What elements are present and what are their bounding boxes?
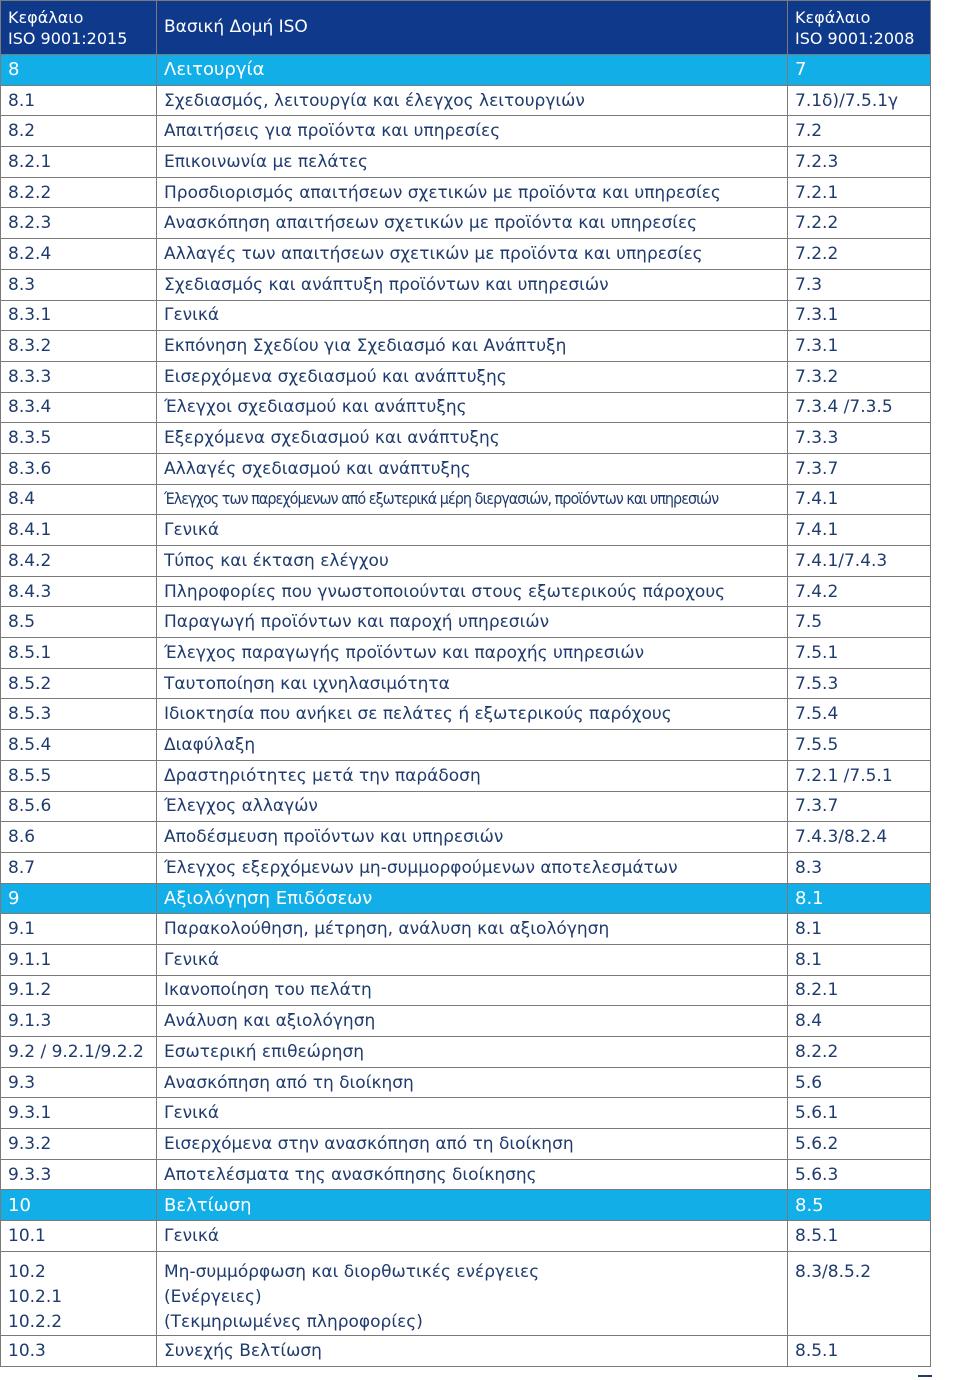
page-corner-mark — [918, 1375, 932, 1380]
section-row — [1, 883, 931, 914]
cell-chapter-2008: 8.1 — [788, 883, 931, 914]
cell-chapter-2008: 7.3.1 — [788, 300, 931, 331]
cell-basic-structure: Βελτίωση — [157, 1190, 788, 1221]
table-row — [1, 699, 931, 730]
table-row — [1, 85, 931, 116]
table-row — [1, 239, 931, 270]
cell-basic-structure: Αλλαγές σχεδιασμού και ανάπτυξης — [157, 453, 788, 484]
table-header-row — [1, 1, 931, 55]
table-row — [1, 546, 931, 577]
table-row — [1, 116, 931, 147]
cell-chapter-2008: 7.2 — [788, 116, 931, 147]
cell-chapter-2015: 8.3.5 — [1, 423, 157, 454]
table-row — [1, 269, 931, 300]
cell-chapter-2008: 7.4.1 — [788, 515, 931, 546]
table-row — [1, 423, 931, 454]
table-row — [1, 944, 931, 975]
cell-basic-structure: Αλλαγές των απαιτήσεων σχετικών με προϊόντα και υπηρεσίες — [157, 239, 788, 270]
section-row — [1, 55, 931, 86]
cell-chapter-2015: 9.2 / 9.2.1/9.2.2 — [1, 1037, 157, 1068]
cell-basic-structure: Εκπόνηση Σχεδίου για Σχεδιασμό και Ανάπτυξη — [157, 331, 788, 362]
cell-chapter-2015-line: 10.2.2 — [8, 1311, 63, 1332]
cell-basic-structure: Ταυτοποίηση και ιχνηλασιμότητα — [157, 668, 788, 699]
table-row — [1, 1251, 931, 1335]
cell-chapter-2008: 7.2.1 — [788, 177, 931, 208]
table-row — [1, 515, 931, 546]
cell-chapter-2008: 5.6.2 — [788, 1129, 931, 1160]
cell-chapter-2015: 8.5.4 — [1, 730, 157, 761]
cell-basic-structure-line: Μη-συμμόρφωση και διορθωτικές ενέργειες — [164, 1261, 540, 1282]
cell-chapter-2008: 7.2.2 — [788, 239, 931, 270]
table-row — [1, 392, 931, 423]
header-chapter-2008-line1: Κεφάλαιο — [795, 7, 871, 27]
table-row — [1, 484, 931, 515]
cell-chapter-2015: 8.4.3 — [1, 576, 157, 607]
cell-chapter-2008: 7.4.2 — [788, 576, 931, 607]
table-row — [1, 668, 931, 699]
cell-chapter-2008: 7.1δ)/7.5.1γ — [788, 85, 931, 116]
table-row — [1, 1037, 931, 1068]
cell-chapter-2015: 10 — [1, 1190, 157, 1221]
cell-chapter-2008: 8.1 — [788, 944, 931, 975]
cell-chapter-2008: 5.6 — [788, 1067, 931, 1098]
cell-chapter-2015: 8.2.2 — [1, 177, 157, 208]
table-row — [1, 638, 931, 669]
header-chapter-2008-line2: ISO 9001:2008 — [795, 28, 915, 48]
cell-chapter-2015: 8.3.1 — [1, 300, 157, 331]
table-row — [1, 300, 931, 331]
cell-basic-structure: Συνεχής Βελτίωση — [157, 1335, 788, 1366]
cell-chapter-2015: 8.2.1 — [1, 147, 157, 178]
table-row — [1, 1006, 931, 1037]
cell-basic-structure: Προσδιορισμός απαιτήσεων σχετικών με προϊόντα και υπηρεσίες — [157, 177, 788, 208]
cell-chapter-2015: 9.3.2 — [1, 1129, 157, 1160]
cell-chapter-2015: 8.3.2 — [1, 331, 157, 362]
cell-chapter-2015: 8.4 — [1, 484, 157, 515]
table-body — [1, 55, 931, 1367]
cell-chapter-2008: 7.4.1 — [788, 484, 931, 515]
cell-basic-structure: Εξερχόμενα σχεδιασμού και ανάπτυξης — [157, 423, 788, 454]
section-row — [1, 1190, 931, 1221]
cell-chapter-2015: 9.1.2 — [1, 975, 157, 1006]
cell-basic-structure: Διαφύλαξη — [157, 730, 788, 761]
cell-chapter-2008: 7.3.4 /7.3.5 — [788, 392, 931, 423]
table-row — [1, 822, 931, 853]
cell-chapter-2008: 5.6.3 — [788, 1159, 931, 1190]
table-row — [1, 177, 931, 208]
cell-basic-structure: Εισερχόμενα στην ανασκόπηση από τη διοίκηση — [157, 1129, 788, 1160]
cell-chapter-2015: 8.6 — [1, 822, 157, 853]
table-row — [1, 1098, 931, 1129]
cell-basic-structure: Σχεδιασμός και ανάπτυξη προϊόντων και υπηρεσιών — [157, 269, 788, 300]
table-row — [1, 607, 931, 638]
cell-chapter-2015: 8.5.2 — [1, 668, 157, 699]
cell-basic-structure: Ιδιοκτησία που ανήκει σε πελάτες ή εξωτερικούς παρόχους — [157, 699, 788, 730]
table-row — [1, 576, 931, 607]
cell-chapter-2008: 7.3.2 — [788, 361, 931, 392]
cell-chapter-2015: 10.1 — [1, 1221, 157, 1252]
table-row — [1, 361, 931, 392]
cell-basic-structure — [157, 484, 788, 515]
cell-chapter-2008: 7.5.5 — [788, 730, 931, 761]
table-row — [1, 760, 931, 791]
header-chapter-2015-line1: Κεφάλαιο — [8, 7, 84, 27]
cell-chapter-2015: 9.1.1 — [1, 944, 157, 975]
cell-chapter-2008: 8.5 — [788, 1190, 931, 1221]
cell-chapter-2015: 9.3.3 — [1, 1159, 157, 1190]
cell-basic-structure: Γενικά — [157, 300, 788, 331]
table-row — [1, 1067, 931, 1098]
cell-chapter-2015: 8 — [1, 55, 157, 86]
cell-chapter-2008: 8.2.2 — [788, 1037, 931, 1068]
cell-basic-structure: Σχεδιασμός, λειτουργία και έλεγχος λειτουργιών — [157, 85, 788, 116]
cell-chapter-2015: 8.2.4 — [1, 239, 157, 270]
cell-chapter-2008: 7 — [788, 55, 931, 86]
cell-basic-structure-line: (Τεκμηριωμένες πληροφορίες) — [164, 1311, 423, 1332]
cell-basic-structure: Γενικά — [157, 1098, 788, 1129]
cell-chapter-2015: 8.7 — [1, 852, 157, 883]
cell-basic-structure-text: Έλεγχος των παρεχόμενων από εξωτερικά μέρη διεργασιών, προϊόντων και υπηρεσιών — [164, 489, 719, 509]
cell-basic-structure: Εσωτερική επιθεώρηση — [157, 1037, 788, 1068]
cell-basic-structure: Πληροφορίες που γνωστοποιούνται στους εξωτερικούς πάροχους — [157, 576, 788, 607]
cell-basic-structure: Γενικά — [157, 1221, 788, 1252]
cell-chapter-2015: 8.5.3 — [1, 699, 157, 730]
cell-chapter-2008: 7.3 — [788, 269, 931, 300]
header-chapter-2015-line2: ISO 9001:2015 — [8, 28, 128, 48]
table-row — [1, 1335, 931, 1366]
cell-basic-structure: Γενικά — [157, 515, 788, 546]
cell-chapter-2008: 8.3 — [788, 852, 931, 883]
cell-basic-structure: Παραγωγή προϊόντων και παροχή υπηρεσιών — [157, 607, 788, 638]
cell-chapter-2008: 8.3/8.5.2 — [788, 1251, 931, 1335]
cell-chapter-2015: 8.5.6 — [1, 791, 157, 822]
cell-chapter-2008: 8.2.1 — [788, 975, 931, 1006]
cell-chapter-2015: 9.3.1 — [1, 1098, 157, 1129]
cell-chapter-2015: 8.3 — [1, 269, 157, 300]
cell-chapter-2008: 7.3.7 — [788, 791, 931, 822]
cell-chapter-2008: 7.3.1 — [788, 331, 931, 362]
cell-chapter-2015: 8.2 — [1, 116, 157, 147]
cell-basic-structure-line: (Ενέργειες) — [164, 1286, 262, 1307]
cell-basic-structure: Ικανοποίηση του πελάτη — [157, 975, 788, 1006]
cell-basic-structure: Τύπος και έκταση ελέγχου — [157, 546, 788, 577]
cell-chapter-2015: 8.3.4 — [1, 392, 157, 423]
cell-chapter-2015: 10.3 — [1, 1335, 157, 1366]
cell-basic-structure: Εισερχόμενα σχεδιασμού και ανάπτυξης — [157, 361, 788, 392]
table-row — [1, 453, 931, 484]
cell-chapter-2008: 7.5 — [788, 607, 931, 638]
cell-basic-structure: Επικοινωνία με πελάτες — [157, 147, 788, 178]
cell-chapter-2008: 8.5.1 — [788, 1221, 931, 1252]
cell-chapter-2015: 9.1.3 — [1, 1006, 157, 1037]
cell-basic-structure: Έλεγχοι σχεδιασμού και ανάπτυξης — [157, 392, 788, 423]
cell-chapter-2015-line: 10.2 — [8, 1261, 46, 1282]
cell-basic-structure: Λειτουργία — [157, 55, 788, 86]
cell-basic-structure: Γενικά — [157, 944, 788, 975]
cell-basic-structure: Παρακολούθηση, μέτρηση, ανάλυση και αξιολόγηση — [157, 914, 788, 945]
cell-chapter-2015: 8.5.1 — [1, 638, 157, 669]
table-row — [1, 730, 931, 761]
table-row — [1, 208, 931, 239]
cell-basic-structure: Αποδέσμευση προϊόντων και υπηρεσιών — [157, 822, 788, 853]
table-row — [1, 1129, 931, 1160]
cell-chapter-2008: 8.1 — [788, 914, 931, 945]
cell-chapter-2008: 7.5.1 — [788, 638, 931, 669]
cell-chapter-2015: 8.2.3 — [1, 208, 157, 239]
cell-basic-structure: Ανασκόπηση απαιτήσεων σχετικών με προϊόντα και υπηρεσίες — [157, 208, 788, 239]
cell-basic-structure: Δραστηριότητες μετά την παράδοση — [157, 760, 788, 791]
cell-basic-structure: Αποτελέσματα της ανασκόπησης διοίκησης — [157, 1159, 788, 1190]
cell-chapter-2015: 8.5.5 — [1, 760, 157, 791]
cell-chapter-2015: 8.3.3 — [1, 361, 157, 392]
table-row — [1, 852, 931, 883]
cell-chapter-2008: 7.3.3 — [788, 423, 931, 454]
cell-basic-structure: Αξιολόγηση Επιδόσεων — [157, 883, 788, 914]
cell-chapter-2008: 7.5.3 — [788, 668, 931, 699]
table-row — [1, 1221, 931, 1252]
cell-chapter-2008: 7.4.3/8.2.4 — [788, 822, 931, 853]
cell-basic-structure: Ανασκόπηση από τη διοίκηση — [157, 1067, 788, 1098]
cell-chapter-2008: 8.4 — [788, 1006, 931, 1037]
cell-chapter-2008: 8.5.1 — [788, 1335, 931, 1366]
header-chapter-2008 — [788, 1, 931, 55]
table-row — [1, 147, 931, 178]
cell-chapter-2008: 7.3.7 — [788, 453, 931, 484]
table-row — [1, 914, 931, 945]
cell-chapter-2015: 8.1 — [1, 85, 157, 116]
table-row — [1, 331, 931, 362]
cell-chapter-2015: 8.4.1 — [1, 515, 157, 546]
cell-chapter-2015: 9 — [1, 883, 157, 914]
header-chapter-2015 — [1, 1, 157, 55]
cell-chapter-2008: 7.5.4 — [788, 699, 931, 730]
cell-chapter-2015 — [1, 1251, 157, 1335]
cell-chapter-2015: 9.1 — [1, 914, 157, 945]
table-row — [1, 1159, 931, 1190]
cell-basic-structure: Έλεγχος αλλαγών — [157, 791, 788, 822]
cell-chapter-2015: 8.3.6 — [1, 453, 157, 484]
cell-chapter-2015-line: 10.2.1 — [8, 1286, 63, 1307]
cell-basic-structure: Ανάλυση και αξιολόγηση — [157, 1006, 788, 1037]
cell-chapter-2008: 7.4.1/7.4.3 — [788, 546, 931, 577]
cell-basic-structure — [157, 1251, 788, 1335]
cell-basic-structure: Έλεγχος παραγωγής προϊόντων και παροχής υπηρεσιών — [157, 638, 788, 669]
cell-chapter-2008: 7.2.3 — [788, 147, 931, 178]
cell-chapter-2015: 8.5 — [1, 607, 157, 638]
table-row — [1, 791, 931, 822]
table-row — [1, 975, 931, 1006]
cell-basic-structure: Απαιτήσεις για προϊόντα και υπηρεσίες — [157, 116, 788, 147]
header-basic-structure: Βασική Δομή ISO — [157, 1, 788, 55]
cell-chapter-2008: 7.2.2 — [788, 208, 931, 239]
cell-chapter-2015: 8.4.2 — [1, 546, 157, 577]
cell-basic-structure: Έλεγχος εξερχόμενων μη-συμμορφούμενων αποτελεσμάτων — [157, 852, 788, 883]
cell-chapter-2015: 9.3 — [1, 1067, 157, 1098]
cell-chapter-2008: 7.2.1 /7.5.1 — [788, 760, 931, 791]
cell-chapter-2008: 5.6.1 — [788, 1098, 931, 1129]
